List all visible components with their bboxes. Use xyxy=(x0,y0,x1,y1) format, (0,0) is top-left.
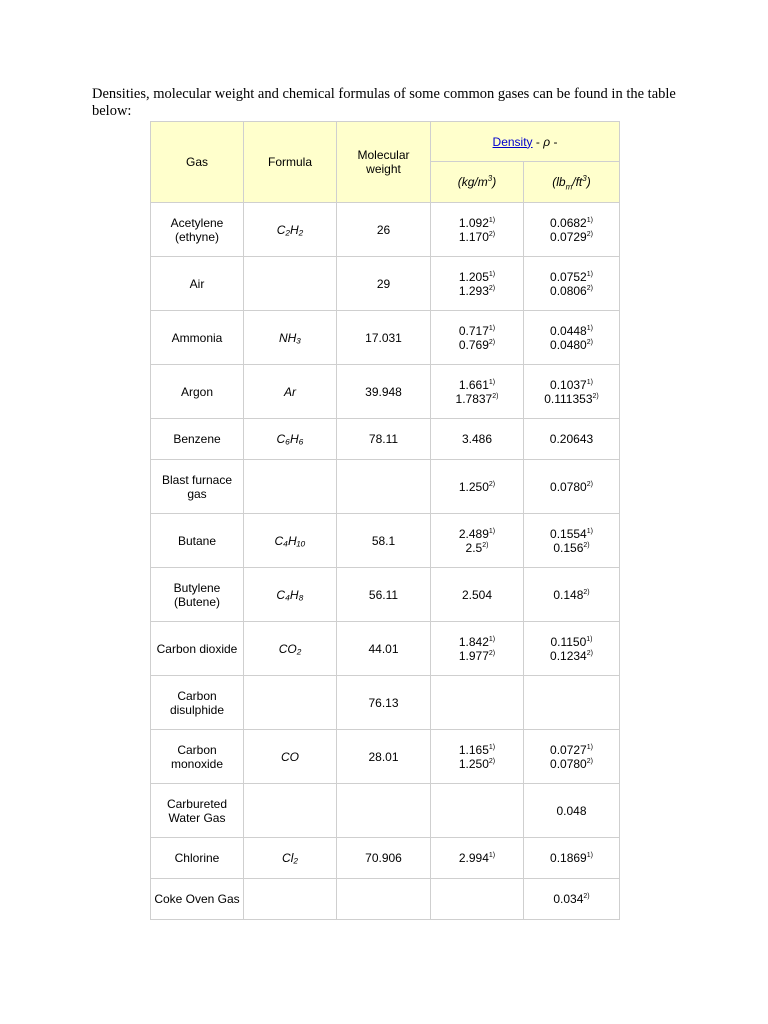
density-value xyxy=(434,270,520,284)
footnote-marker: 2) xyxy=(586,480,593,488)
density-value xyxy=(527,804,616,818)
density-number: 0.148 xyxy=(553,587,584,602)
formula-cell xyxy=(244,879,337,920)
footnote-marker: 1) xyxy=(488,270,496,278)
density-value xyxy=(434,649,520,663)
table-row xyxy=(151,365,620,419)
density-number: 0.0448 xyxy=(550,323,587,338)
gas-name-cell: Acetylene (ethyne) xyxy=(151,203,244,257)
formula-cell: CO xyxy=(244,730,337,784)
density-number: 1.165 xyxy=(458,742,489,757)
density-lb-ft3-cell xyxy=(524,203,620,257)
density-kg-m3-cell xyxy=(431,879,524,920)
density-value xyxy=(527,432,616,446)
formula-cell: Ar xyxy=(244,365,337,419)
density-kg-m3-cell xyxy=(431,784,524,838)
footnote-marker: 1) xyxy=(488,852,496,859)
footnote-marker: 2) xyxy=(488,230,496,238)
density-value xyxy=(434,635,520,649)
density-value xyxy=(527,527,616,541)
density-number: 0.156 xyxy=(553,540,584,555)
molecular-weight-cell: 78.11 xyxy=(337,419,431,460)
density-value xyxy=(527,635,616,649)
formula-cell: C₄H₁₀ xyxy=(244,514,337,568)
density-value xyxy=(527,324,616,338)
density-value xyxy=(527,892,616,906)
density-number: 1.250 xyxy=(458,756,489,771)
footnote-marker: 1) xyxy=(586,527,593,535)
density-number: 0.0682 xyxy=(550,215,587,230)
header-formula: Formula xyxy=(244,122,337,203)
density-lb-ft3-cell xyxy=(524,622,620,676)
density-number: 0.0806 xyxy=(550,283,587,298)
density-tail: - xyxy=(550,134,558,149)
table-row xyxy=(151,257,620,311)
gas-name-cell: Ammonia xyxy=(151,311,244,365)
header-unit-lb-ft3: $(lb_m/ft^3)$ xyxy=(524,162,620,203)
molecular-weight-cell: 58.1 xyxy=(337,514,431,568)
density-number: 2.504 xyxy=(461,587,493,602)
formula-cell xyxy=(244,460,337,514)
density-number: 2.489 xyxy=(458,526,489,541)
density-kg-m3-cell xyxy=(431,514,524,568)
density-value xyxy=(434,432,520,446)
density-kg-m3-cell xyxy=(431,676,524,730)
gas-name-cell: Blast furnace gas xyxy=(151,460,244,514)
density-kg-m3-cell xyxy=(431,730,524,784)
density-lb-ft3-cell xyxy=(524,257,620,311)
footnote-marker: 2) xyxy=(583,541,590,549)
footnote-marker: 1) xyxy=(586,852,593,859)
gas-name-cell: Argon xyxy=(151,365,244,419)
density-lb-ft3-cell xyxy=(524,568,620,622)
density-number: 0.769 xyxy=(458,337,489,352)
footnote-marker: 1) xyxy=(586,743,593,751)
density-number: 0.034 xyxy=(553,892,584,906)
density-number: 0.1234 xyxy=(550,648,587,663)
density-value xyxy=(434,324,520,338)
density-number: 0.0727 xyxy=(550,742,587,757)
density-value xyxy=(434,230,520,244)
gas-name-cell: Butane xyxy=(151,514,244,568)
density-value xyxy=(434,480,520,494)
formula-cell xyxy=(244,676,337,730)
density-value xyxy=(527,270,616,284)
density-kg-m3-cell xyxy=(431,838,524,879)
density-value xyxy=(527,338,616,352)
formula-cell: C₄H₈ xyxy=(244,568,337,622)
density-number: 2.5 xyxy=(465,540,483,555)
footnote-marker: 2) xyxy=(586,284,593,292)
density-value xyxy=(527,392,616,406)
gas-name-cell: Coke Oven Gas xyxy=(151,879,244,920)
density-number: 1.250 xyxy=(458,479,489,494)
footnote-marker: 1) xyxy=(488,527,496,535)
density-value xyxy=(527,541,616,555)
footnote-marker: 2) xyxy=(492,392,499,400)
density-number: 0.0780 xyxy=(550,756,587,771)
molecular-weight-cell xyxy=(337,784,431,838)
density-value xyxy=(434,284,520,298)
molecular-weight-cell: 44.01 xyxy=(337,622,431,676)
formula-cell: C₆H₆ xyxy=(244,419,337,460)
density-link[interactable]: Density xyxy=(492,134,533,149)
footnote-marker: 1) xyxy=(586,635,593,643)
density-kg-m3-cell xyxy=(431,203,524,257)
density-value xyxy=(527,588,616,602)
density-lb-ft3-cell xyxy=(524,311,620,365)
density-number: 0.1869 xyxy=(550,851,587,865)
formula-cell: C₂H₂ xyxy=(244,203,337,257)
footnote-marker: 1) xyxy=(488,216,496,224)
density-lb-ft3-cell xyxy=(524,419,620,460)
density-number: 0.1554 xyxy=(550,526,587,541)
density-lb-ft3-cell xyxy=(524,365,620,419)
table-row xyxy=(151,460,620,514)
footnote-marker: 2) xyxy=(488,649,496,657)
density-value xyxy=(434,378,520,392)
footnote-marker: 2) xyxy=(488,757,496,765)
table-row xyxy=(151,203,620,257)
footnote-marker: 2) xyxy=(488,338,496,346)
formula-cell: CO₂ xyxy=(244,622,337,676)
gas-name-cell: Carbureted Water Gas xyxy=(151,784,244,838)
density-value xyxy=(434,527,520,541)
header-gas: Gas xyxy=(151,122,244,203)
density-value xyxy=(434,851,520,865)
density-number: 0.0480 xyxy=(550,337,587,352)
footnote-marker: 2) xyxy=(488,480,496,488)
density-separator: - xyxy=(532,134,544,149)
footnote-marker: 1) xyxy=(488,635,496,643)
gas-name-cell: Benzene xyxy=(151,419,244,460)
density-value xyxy=(527,216,616,230)
footnote-marker: 1) xyxy=(586,216,593,224)
footnote-marker: 2) xyxy=(592,392,599,400)
density-number: 0.1150 xyxy=(550,634,587,649)
molecular-weight-cell: 56.11 xyxy=(337,568,431,622)
density-value xyxy=(434,757,520,771)
footnote-marker: 1) xyxy=(488,743,496,751)
header-unit-kg-m3: $(kg/m^3)$ xyxy=(431,162,524,203)
density-number: 0.111353 xyxy=(544,391,593,406)
density-number: 2.994 xyxy=(458,851,489,865)
footnote-marker: 2) xyxy=(586,649,593,657)
gas-name-cell: Carbon dioxide xyxy=(151,622,244,676)
table-row xyxy=(151,419,620,460)
gas-density-table xyxy=(150,121,620,920)
density-number: 1.7837 xyxy=(455,391,493,406)
density-number: 1.092 xyxy=(458,215,489,230)
density-kg-m3-cell xyxy=(431,622,524,676)
molecular-weight-cell: 28.01 xyxy=(337,730,431,784)
density-number: 0.0729 xyxy=(550,229,587,244)
density-kg-m3-cell xyxy=(431,365,524,419)
table-row xyxy=(151,622,620,676)
molecular-weight-cell: 17.031 xyxy=(337,311,431,365)
density-number: 1.842 xyxy=(458,634,489,649)
density-value xyxy=(527,743,616,757)
footnote-marker: 1) xyxy=(586,270,593,278)
density-kg-m3-cell xyxy=(431,419,524,460)
table-row xyxy=(151,730,620,784)
footnote-marker: 1) xyxy=(488,324,496,332)
molecular-weight-cell: 26 xyxy=(337,203,431,257)
gas-name-cell: Chlorine xyxy=(151,838,244,879)
density-number: 0.0780 xyxy=(550,479,587,494)
density-value xyxy=(527,230,616,244)
density-number: 1.205 xyxy=(458,269,489,284)
density-value xyxy=(434,743,520,757)
density-lb-ft3-cell xyxy=(524,460,620,514)
density-kg-m3-cell xyxy=(431,460,524,514)
footnote-marker: 1) xyxy=(586,378,593,386)
table-row xyxy=(151,514,620,568)
density-number: 1.661 xyxy=(458,377,489,392)
density-value xyxy=(434,216,520,230)
density-lb-ft3-cell xyxy=(524,838,620,879)
gas-name-cell: Air xyxy=(151,257,244,311)
footnote-marker: 2) xyxy=(583,588,590,596)
gas-name-cell: Carbon monoxide xyxy=(151,730,244,784)
table-row xyxy=(151,784,620,838)
density-number: 1.170 xyxy=(458,229,489,244)
footnote-marker: 2) xyxy=(488,284,496,292)
table-row xyxy=(151,676,620,730)
molecular-weight-cell xyxy=(337,460,431,514)
formula-cell xyxy=(244,784,337,838)
rho-symbol: ρ xyxy=(543,134,551,149)
density-value xyxy=(527,378,616,392)
density-number: 3.486 xyxy=(461,432,493,446)
molecular-weight-cell: 70.906 xyxy=(337,838,431,879)
density-kg-m3-cell xyxy=(431,257,524,311)
molecular-weight-cell: 39.948 xyxy=(337,365,431,419)
density-lb-ft3-cell xyxy=(524,676,620,730)
footnote-marker: 1) xyxy=(488,378,496,386)
density-number: 1.293 xyxy=(458,283,489,298)
table-row xyxy=(151,568,620,622)
density-number: 0.717 xyxy=(458,323,489,338)
gas-name-cell: Butylene (Butene) xyxy=(151,568,244,622)
density-lb-ft3-cell xyxy=(524,514,620,568)
header-molecular-weight: Molecular weight xyxy=(337,122,431,203)
molecular-weight-cell: 29 xyxy=(337,257,431,311)
density-value xyxy=(434,392,520,406)
density-value xyxy=(527,480,616,494)
density-lb-ft3-cell xyxy=(524,730,620,784)
density-number: 0.1037 xyxy=(550,377,587,392)
molecular-weight-cell xyxy=(337,879,431,920)
density-lb-ft3-cell xyxy=(524,784,620,838)
density-value xyxy=(527,851,616,865)
density-value xyxy=(434,338,520,352)
density-value xyxy=(434,588,520,602)
density-number: 0.20643 xyxy=(549,432,594,446)
table-row xyxy=(151,879,620,920)
footnote-marker: 2) xyxy=(586,757,593,765)
footnote-marker: 2) xyxy=(482,541,489,549)
density-number: 0.048 xyxy=(556,803,587,818)
density-kg-m3-cell xyxy=(431,568,524,622)
density-kg-m3-cell xyxy=(431,311,524,365)
gas-name-cell: Carbon disulphide xyxy=(151,676,244,730)
footnote-marker: 1) xyxy=(586,324,593,332)
header-density xyxy=(431,122,620,162)
density-value xyxy=(434,541,520,555)
table-row xyxy=(151,838,620,879)
density-lb-ft3-cell xyxy=(524,879,620,920)
table-row xyxy=(151,311,620,365)
density-value xyxy=(527,757,616,771)
formula-cell: NH₃ xyxy=(244,311,337,365)
molecular-weight-cell: 76.13 xyxy=(337,676,431,730)
density-value xyxy=(527,284,616,298)
footnote-marker: 2) xyxy=(586,338,593,346)
density-number: 1.977 xyxy=(458,648,489,663)
intro-paragraph: Densities, molecular weight and chemical formulas of some common gases can be found in the table below: xyxy=(92,86,676,119)
footnote-marker: 2) xyxy=(586,230,593,238)
formula-cell xyxy=(244,257,337,311)
density-value xyxy=(527,649,616,663)
formula-cell: Cl₂ xyxy=(244,838,337,879)
footnote-marker: 2) xyxy=(583,893,590,900)
density-number: 0.0752 xyxy=(550,269,587,284)
